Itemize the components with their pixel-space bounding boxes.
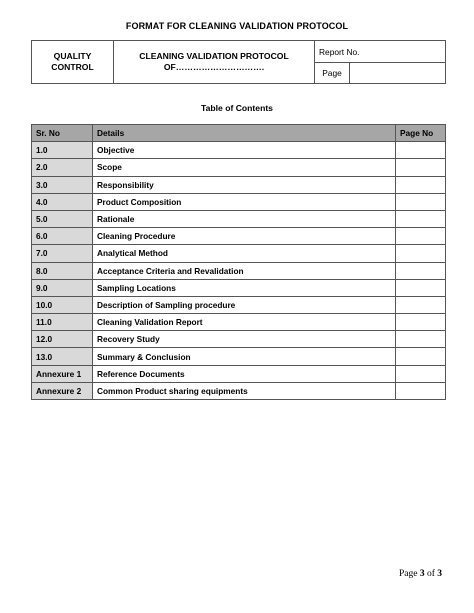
footer-page-word: Page [398,569,418,579]
toc-page-no [396,382,446,399]
toc-sr-no: 3.0 [32,176,93,193]
col-sr-no: Sr. No [32,125,93,142]
toc-table [31,124,446,400]
toc-details: Scope [93,159,396,176]
toc-sr-no: Annexure 2 [32,382,93,399]
department-line-1: QUALITY [53,51,92,61]
toc-row [32,365,446,382]
toc-page-no [396,228,446,245]
toc-row [32,382,446,399]
toc-row [32,142,446,159]
toc-row [32,296,446,313]
toc-page-no [396,262,446,279]
toc-details: Acceptance Criteria and Revalidation [93,262,396,279]
toc-sr-no: 2.0 [32,159,93,176]
toc-page-no [396,279,446,296]
toc-details: Description of Sampling procedure [93,296,396,313]
toc-sr-no: 10.0 [32,296,93,313]
toc-page-no [396,296,446,313]
toc-details: Summary & Conclusion [93,348,396,365]
toc-details: Rationale [93,210,396,227]
report-no-label: Report No. [315,41,446,63]
toc-details: Common Product sharing equipments [93,382,396,399]
toc-sr-no: 7.0 [32,245,93,262]
protocol-cell [114,41,315,84]
toc-details: Objective [93,142,396,159]
footer-total-pages: 3 [437,569,442,579]
toc-page-no [396,348,446,365]
page-footer [399,569,442,579]
toc-details: Product Composition [93,193,396,210]
toc-details: Sampling Locations [93,279,396,296]
toc-sr-no: 8.0 [32,262,93,279]
toc-page-no [396,245,446,262]
department-cell [32,41,114,84]
toc-sr-no: 4.0 [32,193,93,210]
toc-heading: Table of Contents [201,103,273,113]
toc-body [32,142,446,400]
toc-row [32,210,446,227]
toc-sr-no: 11.0 [32,314,93,331]
toc-sr-no: 6.0 [32,228,93,245]
toc-row [32,348,446,365]
footer-current-page: 3 [419,569,425,579]
toc-page-no [396,176,446,193]
document-title: FORMAT FOR CLEANING VALIDATION PROTOCOL [125,21,349,31]
toc-sr-no: 5.0 [32,210,93,227]
toc-sr-no: 9.0 [32,279,93,296]
toc-page-no [396,193,446,210]
toc-row [32,245,446,262]
col-page-no: Page No [396,125,446,142]
toc-details: Responsibility [93,176,396,193]
col-details: Details [93,125,396,142]
protocol-line-2: OF…………………………. [163,62,265,72]
toc-page-no [396,210,446,227]
department-line-2: CONTROL [51,62,94,72]
page-value-cell [350,63,446,84]
toc-sr-no: 12.0 [32,331,93,348]
toc-page-no [396,365,446,382]
toc-row [32,159,446,176]
toc-details: Cleaning Validation Report [93,314,396,331]
toc-sr-no: 13.0 [32,348,93,365]
toc-details: Recovery Study [93,331,396,348]
toc-page-no [396,314,446,331]
header-table [31,40,446,84]
toc-row [32,262,446,279]
toc-details: Cleaning Procedure [93,228,396,245]
toc-details: Reference Documents [93,365,396,382]
toc-page-no [396,159,446,176]
toc-row [32,176,446,193]
toc-details: Analytical Method [93,245,396,262]
toc-header-row [32,125,446,142]
footer-of-word: of [426,569,435,579]
page-label: Page [315,63,350,84]
toc-row [32,279,446,296]
toc-page-no [396,331,446,348]
toc-page-no [396,142,446,159]
toc-row [32,228,446,245]
toc-sr-no: 1.0 [32,142,93,159]
toc-sr-no: Annexure 1 [32,365,93,382]
toc-row [32,331,446,348]
toc-row [32,314,446,331]
protocol-line-1: CLEANING VALIDATION PROTOCOL [139,51,289,61]
toc-row [32,193,446,210]
